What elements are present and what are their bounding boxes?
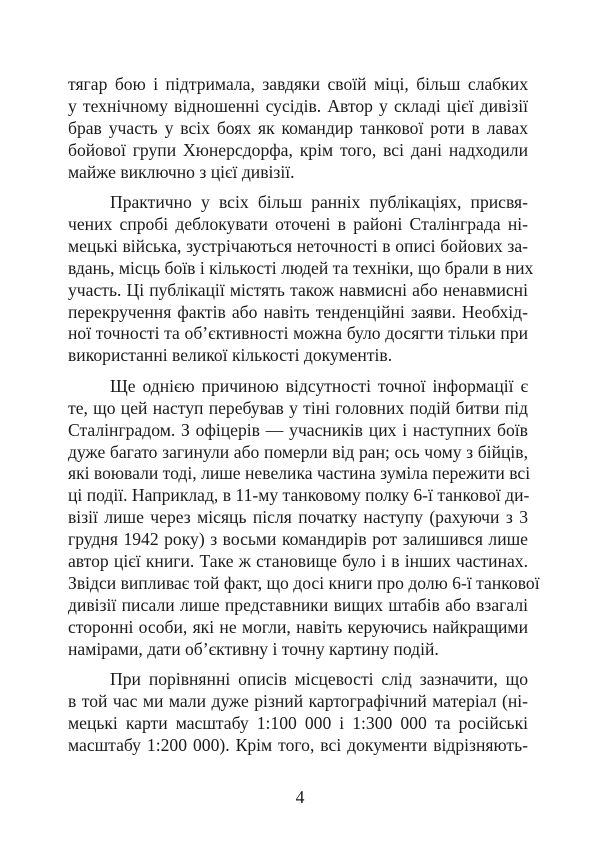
text-line: те, що цей наступ перебував у тіні головних подій битви під xyxy=(68,397,528,418)
text-line: Практично у всіх більш ранніх публікаціях, присвя- xyxy=(110,192,528,213)
paragraph-4 xyxy=(68,669,528,757)
body-text xyxy=(68,74,540,765)
text-line: участь. Ці публікації містять також навмисні або ненавмисні xyxy=(68,279,528,300)
text-line: вдань, місць боїв і кількості людей та техніки, що брали в них xyxy=(68,257,534,278)
text-line: бойової групи Хюнерсдорфа, крім того, всі дані надходили xyxy=(68,139,528,160)
text-line: ної точності та об’єктивності можна було досягти тільки при xyxy=(68,323,528,344)
text-line: чених спробі деблокувати оточені в районі Сталінграда ні- xyxy=(68,213,528,234)
text-line: візії лише через місяць після початку наступу (рахуючи з 3 xyxy=(68,507,528,528)
text-line: ці події. Наприклад, в 11-му танковому полку 6-ї танкової ди- xyxy=(68,485,530,506)
text-line: намірами, дати об’єктивну і точну картину подій. xyxy=(68,638,439,659)
text-line: мецькі карти масштабу 1:100 000 і 1:300 000 та російські xyxy=(68,712,528,733)
text-line: При порівнянні описів місцевості слід зазначити, що xyxy=(110,669,528,690)
text-line: які воювали тоді, лише невелика частина зуміла пережити всі xyxy=(68,463,531,484)
text-line: автор цієї книги. Таке ж становище було і в інших частинах. xyxy=(68,551,528,572)
text-line: дивізії писали лише представники вищих штабів або взагалі xyxy=(68,594,528,615)
text-line: перекручення фактів або навіть тенденційні заяви. Необхід- xyxy=(68,301,528,322)
text-line: дуже багато загинули або померли від ран; ось чому з бійців, xyxy=(68,441,528,462)
text-line: брав участь у всіх боях як командир танкової роти в лавах xyxy=(68,117,528,138)
text-line: масштабу 1:200 000). Крім того, всі документи відрізняють- xyxy=(68,734,528,755)
text-line: у технічному відношенні сусідів. Автор у складі цієї дивізії xyxy=(68,95,528,116)
text-line: в той час ми мали дуже різний картографічний матеріал (ні- xyxy=(68,690,528,711)
paragraph-1 xyxy=(68,74,528,184)
page-number: 4 xyxy=(295,787,305,807)
text-line: майже виключно з цієї дивізії. xyxy=(68,161,295,182)
text-line: мецькі війська, зустрічаються неточності в описі бойових за- xyxy=(68,235,528,256)
text-line: Ще однією причиною відсутності точної інформації є xyxy=(110,375,528,396)
text-line: грудня 1942 року) з восьми командирів рот залишився лише xyxy=(68,529,528,550)
text-line: сторонні особи, які не могли, навіть керуючись найкращими xyxy=(68,616,528,637)
text-line: використанні великої кількості документів. xyxy=(68,345,393,366)
paragraph-2 xyxy=(68,192,534,367)
text-line: Звідси випливає той факт, що досі книги про долю 6-ї танкової xyxy=(68,572,540,593)
text-line: Сталінградом. З офіцерів — учасників цих і наступних боїв xyxy=(68,419,528,440)
paragraph-3 xyxy=(68,375,540,661)
text-line: тягар бою і підтримала, завдяки своїй міці, більш слабких xyxy=(68,74,528,94)
